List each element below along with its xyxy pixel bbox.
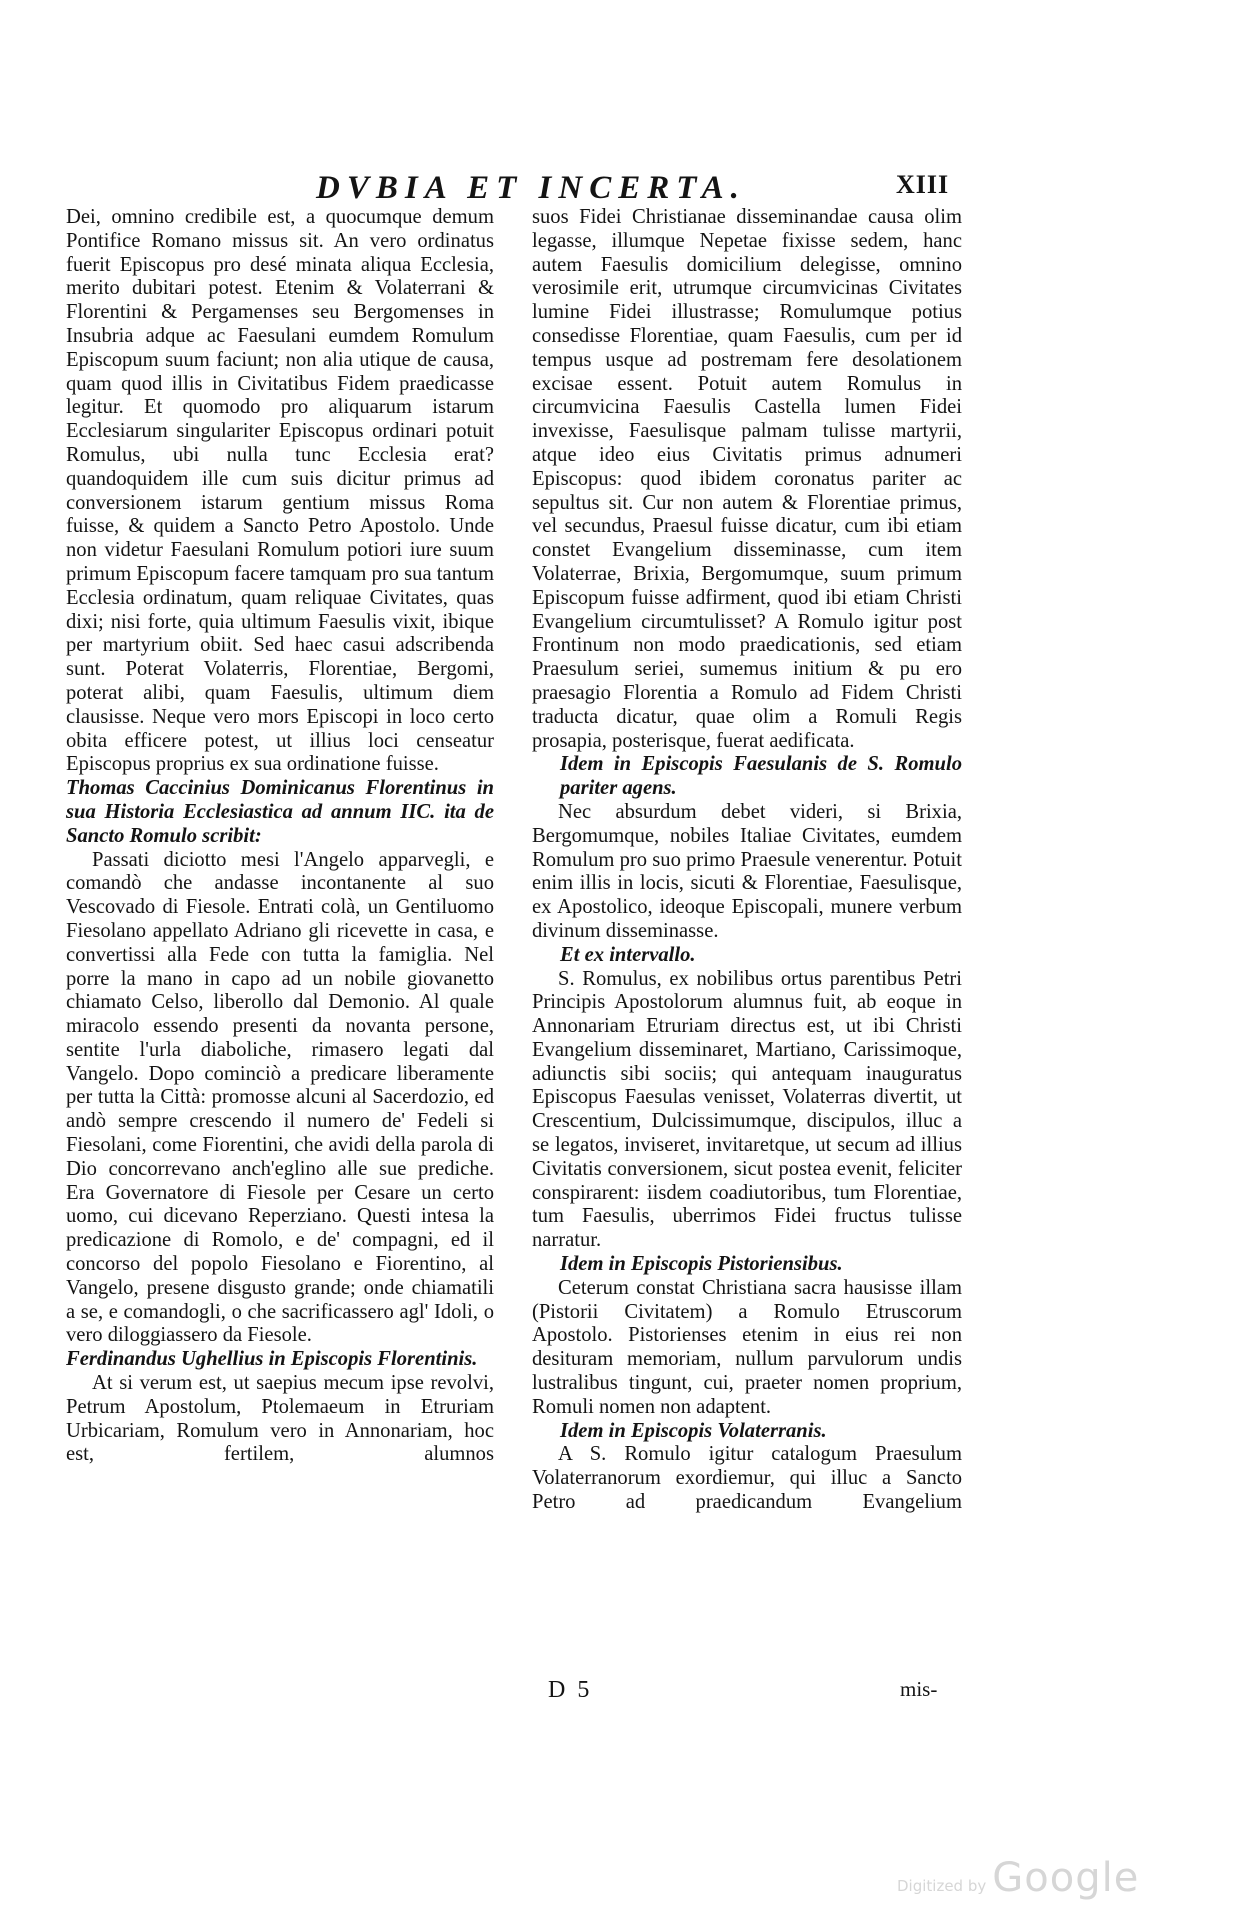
section-heading: Thomas Caccinius Dominicanus Florentinus in sua Historia Ecclesiastica ad annum IIC. ita de Sancto Romulo scribit:: [66, 777, 494, 847]
paragraph: At si verum est, ut saepius mecum ipse revolvi, Petrum Apostolum, Ptolemaeum in Etruriam Urbicariam, Romulum vero in Annonariam, hoc est, fertilem, alumnos: [66, 1372, 494, 1466]
section-heading: Idem in Episcopis Volaterranis.: [560, 1419, 827, 1442]
paragraph: suos Fidei Christianae disseminandae causa olim legasse, illumque Nepetae fixisse sedem, hanc autem Faesulis domicilium delegisse, omnino verosimile erit, utrumque circumvicinas Civitates lumine Fidei illustrasse; Romulumque potius consedisse Florentiae, quam Faesulis, cum per id tempus usque ad postremam fere desolationem excisae essent. Potuit autem Romulus in circumvicina Faesulis Castella lumen Fidei invexisse, Faesulisque palmam tulisse martyrii, atque ideo eius Civitatis primus adnumeri Episcopus: quod ibidem coronatus pariter ac sepultus sit. Cur non autem & Florentiae primus, vel secundus, Praesul fuisse dicatur, cum ibi etiam constet Evangelium disseminasse, cum item Volaterrae, Brixia, Bergomumque, suum primum Episcopum fuisse adfirment, quod ibi etiam Christi Evangelium circumtulisset? A Romulo igitur post Frontinum non modo praedicationis, sed etiam Praesulum seriei, sumemus initium & pu ero praesagio Florentia a Romulo ad Fidem Christi traducta dicatur, quae olim a Romuli Regis prosapia, posterisque, fuerat aedificata.: [532, 206, 962, 752]
section-heading: Et ex intervallo.: [560, 943, 696, 966]
paragraph: Nec absurdum debet videri, si Brixia, Bergomumque, nobiles Italiae Civitates, eumdem Romulum pro suo primo Praesule venerentur. Potuit enim illis in locis, sicuti & Florentiae, Faesulisque, ex Apostolico, ideoque Episcopali, munere verbum divinum disseminasse.: [532, 800, 962, 942]
running-head: DVBIA ET INCERTA.: [316, 170, 746, 206]
paragraph: Passati diciotto mesi l'Angelo apparvegli, e comandò che andasse incontanente al suo Vescovado di Fiesole. Entrati colà, un Gentiluomo Fiesolano appellato Adriano gli ricevette in casa, e convertissi alla Fede con tutta la famiglia. Nel porre la mano in capo ad un nobile giovanetto chiamato Celso, liberollo dal Demonio. Al quale miracolo essendo presenti da novanta persone, sentite l'urla diaboliche, rimasero legati dal Vangelo. Dopo cominciò a predicare liberamente per tutta la Città: promosse alcuni al Sacerdozio, ed andò sempre crescendo il numero de' Fedeli si Fiesolani, come Fiorentini, che avidi della parola di Dio concorrevano anch'eglino alle sue prediche. Era Governatore di Fiesole per Cesare un certo uomo, cui dicevano Reperziano. Questi intesa la predicazione di Romolo, e de' compagni, ed il concorso del popolo Fiesolano e Fiorentino, al Vangelo, presene disgusto grande; onde chiamatili a se, e comandogli, o che sacrificassero agl' Idoli, o vero diloggiassero da Fiesole.: [66, 848, 494, 1347]
paragraph: Dei, omnino credibile est, a quocumque demum Pontifice Romano missus sit. An vero ordinatus fuerit Episcopus pro desé minata aliqua Ecclesia, merito dubitari potest. Etenim & Volaterrani & Florentini & Pergamenses seu Bergomenses in Insubria adque ac Faesulani eumdem Romulum Episcopum suum faciunt; non alia utique de causa, quam quod illis in Civitatibus Fidem praedicasse legitur. Et quomodo pro aliquarum istarum Ecclesiarum singulariter Episcopus ordinari potuit Romulus, ubi nulla tunc Ecclesia erat? quandoquidem ille cum suis dicitur primus ad conversionem istarum gentium missus Roma fuisse, & quidem a Sancto Petro Apostolo. Unde non videtur Faesulani Romulum potiori iure suum primum Episcopum facere tamquam pro sua tantum Ecclesia ordinatum, quam reliquae Civitates, quas dixi; nisi forte, quia ultimum Faesulis vixit, ibique per martyrium obiit. Sed haec casui adscribenda sunt. Poterat Volaterris, Florentiae, Bergomi, poterat alibi, quam Faesulis, ultimum diem clausisse. Neque vero mors Episcopi in loco certo obita efficere potest, ut illius loci censeatur Episcopus proprius ex sua ordinatione fuisse.: [66, 206, 494, 776]
paragraph: Ceterum constat Christiana sacra hausisse illam (Pistorii Civitatem) a Romulo Etruscorum Apostolo. Pistorienses etenim in eius rei non desituram memoriam, nullum parvulorum undis lustralibus tingunt, cui, praeter nomen proprium, Romuli nomen non adaptent.: [532, 1276, 962, 1418]
paragraph: A S. Romulo igitur catalogum Praesulum Volaterranorum exordiemur, qui illuc a Sancto Petro ad praedicandum Evangelium: [532, 1443, 962, 1514]
section-heading: Ferdinandus Ughellius in Episcopis Florentinis.: [66, 1348, 478, 1371]
digitized-watermark: [897, 1855, 1139, 1901]
section-heading: Idem in Episcopis Faesulanis de S. Romulo pariter agens.: [560, 753, 962, 800]
signature-mark: D 5: [548, 1677, 593, 1703]
catchword: mis-: [900, 1677, 938, 1701]
digitized-label: Digitized by: [897, 1877, 987, 1895]
section-heading: Idem in Episcopis Pistoriensibus.: [560, 1253, 843, 1276]
google-logo: Google: [992, 1855, 1140, 1901]
paragraph: S. Romulus, ex nobilibus ortus parentibus Petri Principis Apostolorum alumnus fuit, ab eoque in Annonariam Etruriam directus est, ut ibi Christi Evangelium disseminaret, Martiano, Carissimoque, adiunctis sibi sociis; qui antequam inauguratus Episcopus Faesulas venisset, Volaterras divertit, ut Crescentium, Dulcissimumque, discipulos, illuc a se legatos, inviseret, invitaretque, ut secum ad illius Civitatis conversionem, sicut postea evenit, feliciter conspirarent: iisdem coadiutoribus, tum Florentiae, tum Faesulis, uberrimos Fidei fructus tulisse narratur.: [532, 967, 962, 1252]
page-number: XIII: [896, 170, 950, 199]
left-column: [66, 206, 494, 1467]
right-column: [532, 206, 962, 1515]
